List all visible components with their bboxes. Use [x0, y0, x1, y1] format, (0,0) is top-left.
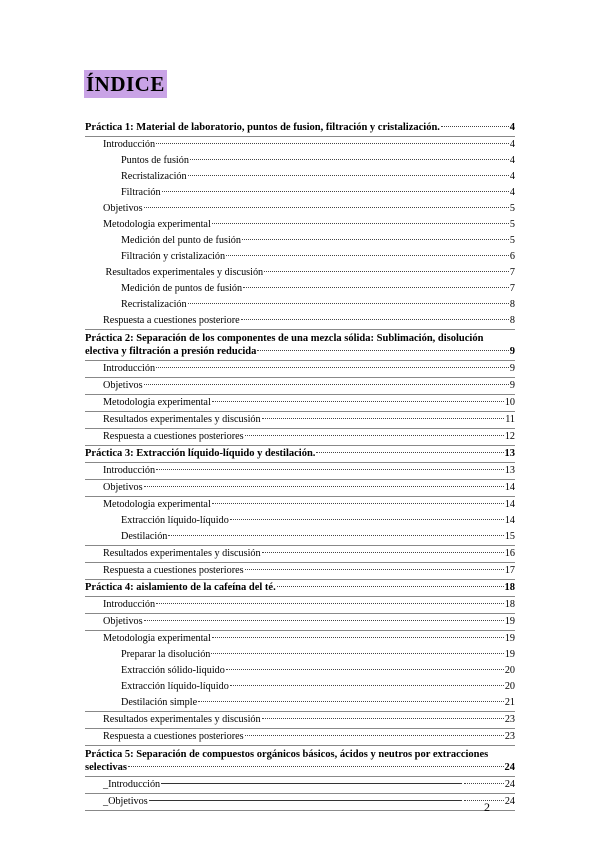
toc-entry[interactable]: Metodologia experimental 14 — [103, 499, 515, 510]
toc-entry[interactable]: _Objetivos 24 — [85, 794, 515, 811]
index-title: ÍNDICE — [86, 72, 165, 96]
toc-entry-practica-4[interactable]: Práctica 4: aislamiento de la cafeína del té. 18 — [85, 580, 515, 597]
table-of-contents — [85, 120, 515, 811]
toc-entry[interactable]: Introducción 18 — [85, 597, 515, 614]
toc-entry[interactable]: Metodologia experimental 10 — [85, 395, 515, 412]
toc-entry[interactable]: Metodologia experimental 5 — [103, 219, 515, 230]
toc-entry[interactable]: Recristalización 8 — [121, 299, 515, 310]
toc-entry[interactable]: Filtración 4 — [121, 187, 515, 198]
toc-entry[interactable]: Puntos de fusión 4 — [121, 155, 515, 166]
toc-entry[interactable]: Resultados experimentales y discusión 16 — [85, 546, 515, 563]
toc-entry[interactable]: Preparar la disolución 19 — [121, 649, 515, 660]
toc-entry[interactable]: Medición del punto de fusión 5 — [121, 235, 515, 246]
toc-entry[interactable]: Extracción líquido-líquido 20 — [121, 681, 515, 692]
page-number: 2 — [484, 800, 490, 814]
toc-entry[interactable]: Filtración y cristalización 6 — [121, 251, 515, 262]
toc-entry[interactable]: Respuesta a cuestiones posteriores 23 — [85, 729, 515, 746]
toc-entry[interactable]: Medición de puntos de fusión 7 — [121, 283, 515, 294]
toc-entry[interactable]: Objetivos 14 — [85, 480, 515, 497]
toc-entry-practica-2[interactable]: Práctica 2: Separación de los componentes de una mezcla sólida: Sublimación, disolución electiva y filtración a presión reducida 9 — [85, 330, 515, 361]
toc-entry[interactable]: Resultados experimentales y discusión 7 — [103, 267, 515, 278]
toc-entry[interactable]: Objetivos 9 — [85, 378, 515, 395]
toc-entry[interactable]: Introducción 9 — [85, 361, 515, 378]
toc-entry[interactable]: Respuesta a cuestiones posteriore 8 — [85, 313, 515, 330]
toc-entry-practica-3[interactable]: Práctica 3: Extracción líquido-líquido y destilación. 13 — [85, 446, 515, 463]
toc-entry[interactable]: Introducción 13 — [85, 463, 515, 480]
toc-entry[interactable]: Respuesta a cuestiones posteriores 12 — [85, 429, 515, 446]
toc-entry[interactable]: Extracción líquido-líquido 14 — [121, 515, 515, 526]
toc-entry[interactable]: Destilación 15 — [85, 529, 515, 546]
toc-entry[interactable]: Respuesta a cuestiones posteriores 17 — [85, 563, 515, 580]
toc-entry[interactable]: Extracción sólido-liquido 20 — [121, 665, 515, 676]
toc-entry[interactable]: Objetivos 5 — [103, 203, 515, 214]
toc-entry-practica-1[interactable]: Práctica 1: Material de laboratorio, puntos de fusion, filtración y cristalización. 4 — [85, 120, 515, 137]
toc-entry[interactable]: Recristalización 4 — [121, 171, 515, 182]
toc-entry[interactable]: Introducción 4 — [103, 139, 515, 150]
toc-entry[interactable]: Destilación simple 21 — [85, 695, 515, 712]
toc-entry[interactable]: _Introducción 24 — [85, 777, 515, 794]
toc-entry[interactable]: Metodologia experimental 19 — [103, 633, 515, 644]
toc-entry[interactable]: Resultados experimentales y discusión 11 — [85, 412, 515, 429]
toc-entry[interactable]: Objetivos 19 — [85, 614, 515, 631]
toc-entry-practica-5[interactable]: Práctica 5: Separación de compuestos orgánicos básicos, ácidos y neutros por extracciones selectivas 24 — [85, 746, 515, 777]
toc-entry[interactable]: Resultados experimentales y discusión 23 — [85, 712, 515, 729]
